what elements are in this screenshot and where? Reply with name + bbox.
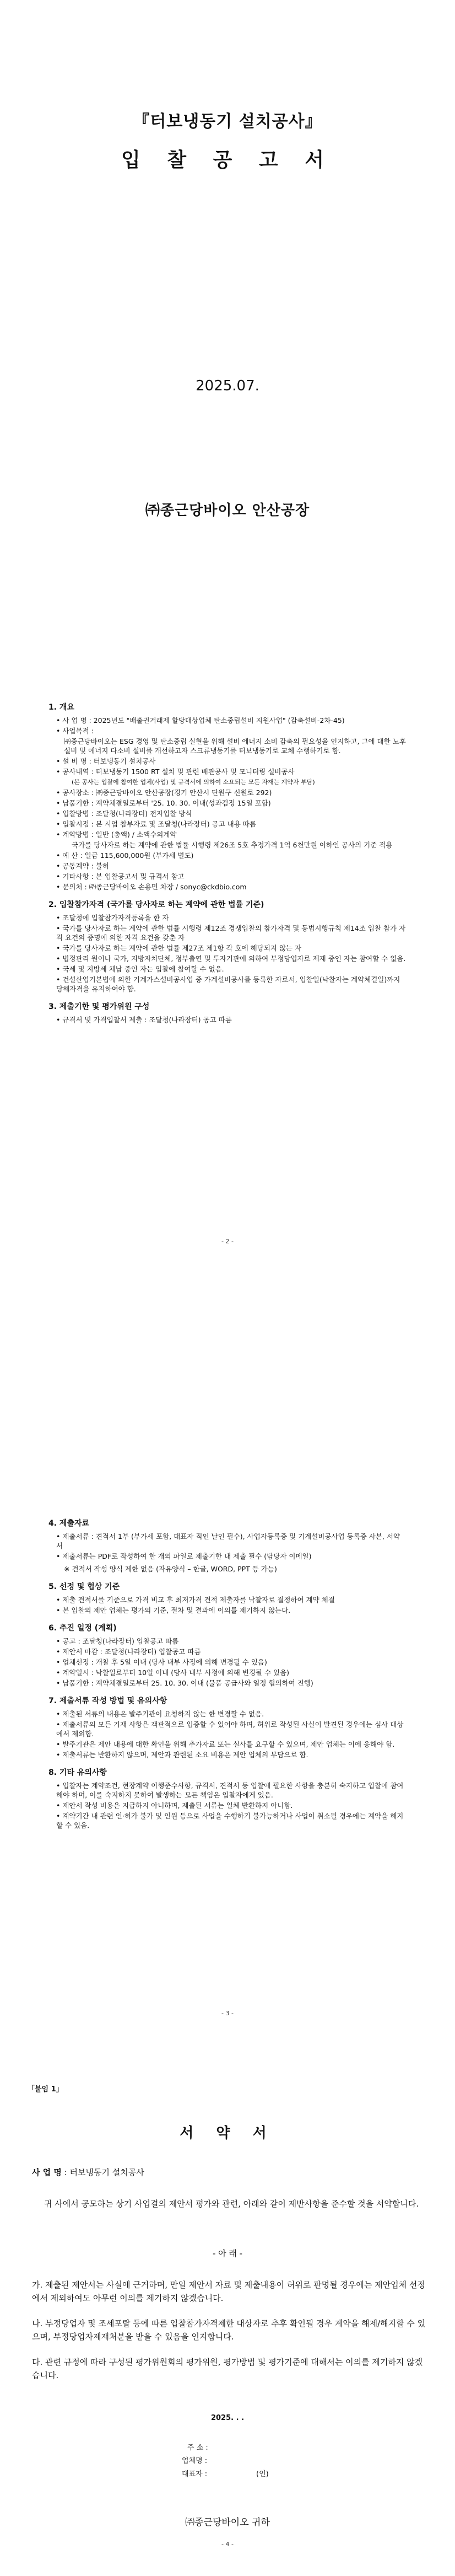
s2-line: • 국가를 당사자로 하는 계약에 관한 법률 시행령 제12조 경쟁입찰의 참가자격 및 동법시행규칙 제14조 입찰 참가 자격 요건의 증명에 의한 자격 요건을 갖춘 자 [56, 924, 406, 942]
section-4-8 [48, 1519, 407, 1831]
s1-line: • 기타사항 : 본 입찰공고서 및 규격서 참고 [56, 872, 185, 881]
cover-title-top: 『터보냉동기 설치공사』 [133, 112, 322, 131]
section-5-heading: 5. 선정 및 협상 기준 [48, 1582, 120, 1591]
s4-line: • 제출서류는 PDF로 작성하여 한 개의 파일로 제출기한 내 제출 필수 (담당자 이메일) [56, 1552, 312, 1560]
s1-line: • 입찰시점 : 본 시업 참부자료 및 조달청(나라장터) 공고 내용 따름 [56, 820, 256, 828]
section-3-heading: 3. 제출기한 및 평가위원 구성 [48, 1002, 150, 1011]
s1-line: (본 공사는 입찰에 참여한 업체(사업) 및 규격서에 의하여 소요되는 모든 자재는 계약자 부담) [72, 779, 315, 786]
section-7-heading: 7. 제출서류 작성 방법 및 유의사항 [48, 1697, 167, 1705]
s1-line: • 공사장소 : ㈜종근당바이오 안산공장(경기 안산시 단원구 신원로 292) [56, 788, 272, 797]
below-marker: - 아 래 - [212, 2248, 243, 2258]
s8-line: • 입찰자는 계약조건, 현장계약 이행준수사항, 규격서, 견적서 등 입찰에 필요한 사항을 충분히 숙지하고 입찰에 참여해야 하며, 이를 숙지하지 못하여 발생하는 모든 책임은 입찰자에게 있음. [56, 1781, 404, 1799]
s1-line: 국가를 당사자로 하는 계약에 관한 법률 시행령 제26조 5호 추정가격 1억 6천만원 이하인 공사의 기준 적용 [72, 841, 393, 849]
section-1-heading: 1. 개요 [48, 703, 74, 712]
pledge-item: 가. 제출된 제안서는 사실에 근거하며, 만일 제안서 자료 및 제출내용이 허위로 판명될 경우에는 제안업체 선정에서 제외하여도 아무런 이의를 제기하지 않겠습니다. [32, 2280, 425, 2303]
s7-line: • 제출서류의 모든 기재 사항은 객관적으로 입증할 수 있어야 하며, 허위로 작성된 사실이 발견된 경우에는 심사 대상에서 제외함. [56, 1720, 404, 1738]
s1-line: • 공사내역 : 터보냉동기 1500 RT 설치 및 관련 배관공사 및 모니터링 설비공사 [56, 768, 295, 776]
s4-line: • 제출서류 : 견적서 1부 (부가세 포함, 대표자 직인 날인 필수), 사업자등록증 및 기계설비공사업 등록증 사본, 서약서 [56, 1532, 400, 1550]
s7-line: • 발주기관은 제안 내용에 대한 확인을 위해 추가자료 또는 실사를 요구할 수 있으며, 제안 업체는 이에 응해야 함. [56, 1740, 395, 1748]
addressee: ㈜종근당바이오 귀하 [185, 2517, 270, 2528]
s6-line: • 제안서 마감 : 조달청(나라장터) 입찰공고 따름 [56, 1647, 201, 1656]
s8-line: • 제안서 작성 비용은 지급하지 아니하며, 제출된 서류는 일체 반환하지 아니함. [56, 1801, 293, 1810]
section-4-heading: 4. 제출자료 [48, 1519, 90, 1528]
project-label: 사 업 명 [32, 2167, 62, 2177]
page-number: - 2 - [221, 1238, 234, 1245]
project-value: : 터보냉동기 설치공사 [64, 2167, 144, 2177]
company-name-label: 업체명 : [182, 2457, 208, 2465]
pledge-title: 서 약 서 [180, 2125, 275, 2142]
pledge-item: 나. 부정당업자 및 조세포탈 등에 따른 입찰참가자격제한 대상자로 추후 확인될 경우 계약을 해제/해지할 수 있으며, 부정당업자제재처분을 받을 수 있음을 인지합니다. [32, 2319, 426, 2342]
s2-line: • 법정관리 원이나 국가, 지방자치단체, 정부출연 및 투자기관에 의하여 부정당업자로 제재 중인 자는 참여할 수 없음. [56, 954, 406, 963]
address-label: 주 소 : [187, 2444, 208, 2452]
section-1 [48, 703, 407, 1026]
s2-line: • 국세 및 지방세 체납 중인 자는 입찰에 참여할 수 없음. [56, 965, 224, 973]
project-line [32, 2166, 429, 2179]
ceo-label: 대표자 : [182, 2470, 208, 2478]
s6-line: • 납품기한 : 계약체결일로부터 25. 10. 30. 이내 (물품 공급사와 일정 협의하여 진행) [56, 1679, 313, 1687]
s7-line: • 제출된 서류의 내용은 발주기관이 요청하지 않는 한 변경할 수 없음. [56, 1710, 264, 1718]
s1-line: • 문의처 : ㈜종근당바이오 손용민 차장 / sonyc@ckdbio.com [56, 883, 247, 891]
s1-line: • 계약방법 : 일반 (총액) / 소액수의계약 [56, 830, 177, 839]
section-2-heading: 2. 입찰참가자격 (국가를 당사자로 하는 계약에 관한 법률 기준) [48, 900, 264, 909]
s5-line: • 제출 견적서를 기준으로 가격 비교 후 최저가격 견적 제출자를 낙찰자로 결정하여 계약 체결 [56, 1596, 335, 1604]
s2-line: • 조달청에 입찰참가자격등록을 한 자 [56, 914, 169, 922]
s7-line: • 제출서류는 반환하지 않으며, 제안과 관련된 소요 비용은 제안 업체의 부담으로 함. [56, 1751, 308, 1759]
seal-mark: (인) [256, 2470, 269, 2478]
s1-line: • 예 산 : 일금 115,600,000원 (부가세 별도) [56, 851, 194, 860]
cover-date: 2025.07. [196, 378, 259, 394]
pledge-item: 다. 관련 규정에 따라 구성된 평가위원회의 평가위원, 평가방법 및 평가기준에 대해서는 이의를 제기하지 않겠습니다. [32, 2357, 423, 2380]
s2-line: • 건설산업기본법에 의한 기계가스설비공사업 중 가계설비공사를 등록한 자로서, 입찰일(낙찰자는 계약체결일)까지 당해자격을 유지하여야 함. [56, 975, 400, 993]
s5-line: • 본 입찰의 제안 업체는 평가의 기준, 절차 및 결과에 이의를 제기하지 않는다. [56, 1606, 291, 1614]
s1-line: • 입찰방법 : 조달청(나라장터) 전자입찰 방식 [56, 809, 192, 818]
attachment-label: 「붙임 1」 [28, 2085, 63, 2094]
cover-title-main: 입 찰 공 고 서 [121, 149, 334, 171]
s1-line: • 사업목적 : [56, 727, 94, 735]
pledge-intro: 귀 사에서 공모하는 상기 사업결의 제안서 평가와 관련, 아래와 같이 제반사항을 준수할 것을 서약합니다. [44, 2199, 419, 2209]
s1-line: • 공동계약 : 불허 [56, 862, 109, 870]
s6-line: • 공고 : 조달청(나라장터) 입찰공고 따름 [56, 1637, 179, 1645]
s4-line: ※ 견적서 작성 양식 제한 없음 (자유양식 – 한글, WORD, PPT 등 가능) [64, 1565, 277, 1573]
section-8-heading: 8. 기타 유의사항 [48, 1768, 107, 1777]
page-number: - 4 - [221, 2541, 234, 2548]
page-number: - 3 - [221, 2010, 234, 2017]
s1-line: • 사 업 명 : 2025년도 "배출권거래제 할당대상업체 탄소중립설비 지원사업" (감축설비-2차-45) [56, 716, 345, 724]
s3-line: • 규격서 및 가격입찰서 제출 : 조달청(나라장터) 공고 따름 [56, 1016, 232, 1024]
s2-line: • 국가를 당사자로 하는 계약에 관한 법률 제27조 제1항 각 호에 해당되지 않는 자 [56, 944, 302, 952]
section-6-heading: 6. 추진 일정 (계획) [48, 1624, 117, 1633]
s1-line: • 설 비 명 : 터보냉동기 설치공사 [56, 757, 156, 765]
s6-line: • 계약일시 : 낙찰일로부터 10일 이내 (당사 내부 사정에 의해 변경될 수 있음) [56, 1668, 290, 1677]
s1-line: • 납품기한 : 계약체결일로부터 '25. 10. 30. 이내(성과검정 15일 포함) [56, 799, 271, 807]
s8-line: • 계약기간 내 관련 인·허가 불가 및 인원 등으로 사업을 수행하기 불가능하거나 사업이 취소될 경우에는 계약을 해지할 수 있음. [56, 1812, 404, 1829]
s1-line: ㈜종근당바이오는 ESG 경영 및 탄소중립 실현을 위해 설비 에너지 소비 감축의 필요성을 인지하고, 그에 대한 노후 설비 및 에너지 다소비 설비를 개선하고자 스크류냉동기를 터보냉동기로 교체 수행하기로 함. [64, 737, 406, 755]
cover-company: ㈜종근당바이오 안산공장 [145, 502, 310, 519]
s6-line: • 업체선정 : 개찰 후 5일 이내 (당사 내부 사정에 의해 변경될 수 있음) [56, 1658, 267, 1666]
pledge-date: 2025. . . [210, 2414, 245, 2422]
pledge-items [32, 2278, 429, 2382]
